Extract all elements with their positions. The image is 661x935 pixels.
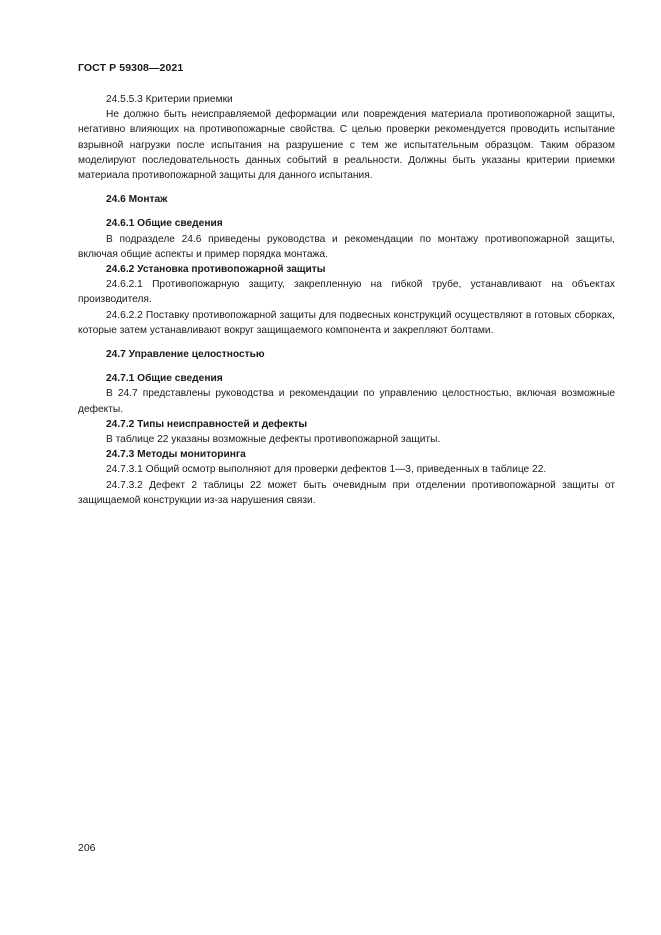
subsection-24-7-1-heading: 24.7.1 Общие сведения	[106, 373, 223, 385]
clause-24-6-2-2-text: 24.6.2.2 Поставку противопожарной защиты для подвесных конструкций осуществляют в готовых сборках, которые затем устанавливают вокруг защищаемого компонента и закрепляют болтами.	[78, 309, 615, 336]
spacer	[78, 183, 615, 192]
subsection-24-7-1-text: В 24.7 представлены руководства и рекомендации по управлению целостностью, включая возможные дефекты.	[78, 388, 615, 415]
subsection-24-6-1-text: В подразделе 24.6 приведены руководства и рекомендации по монтажу противопожарной защиты, включая общие аспекты и пример порядка монтажа.	[78, 233, 615, 260]
section-24-7-heading: 24.7 Управление целостностью	[106, 349, 265, 361]
subsection-24-7-2-heading: 24.7.2 Типы неисправностей и дефекты	[106, 418, 308, 430]
subsection-24-7-3-heading: 24.7.3 Методы мониторинга	[106, 449, 246, 461]
clause-24-5-5-3-text: Не должно быть неисправляемой деформации или повреждения материала противопожарной защиты, негативно влияющих на противопожарные свойства. С целью проверки рекомендуется проводить испытание взрывной нагрузки после испытания на разрушение с тем же испытательным образцом. Таким образом моделируют последовательность данных событий в реальности. Должны быть указаны критерии приемки материала противопожарной защиты для данного испытания.	[78, 109, 615, 182]
spacer	[78, 207, 615, 216]
clause-24-6-2-1-text: 24.6.2.1 Противопожарную защиту, закрепленную на гибкой трубе, устанавливают на объектах производителя.	[78, 279, 615, 306]
document-body	[78, 92, 615, 508]
spacer	[78, 362, 615, 371]
section-24-6-heading: 24.6 Монтаж	[106, 194, 168, 206]
subsection-24-6-2-heading: 24.6.2 Установка противопожарной защиты	[106, 264, 326, 276]
document-standard-id: ГОСТ Р 59308—2021	[78, 62, 184, 74]
clause-24-5-5-3-title: 24.5.5.3 Критерии приемки	[106, 94, 233, 105]
subsection-24-6-1-heading: 24.6.1 Общие сведения	[106, 218, 223, 230]
clause-24-7-3-2-text: 24.7.3.2 Дефект 2 таблицы 22 может быть очевидным при отделении противопожарной защиты от защищаемой конструкции из-за нарушения связи.	[78, 479, 615, 506]
spacer	[78, 338, 615, 347]
clause-24-7-3-1-text: 24.7.3.1 Общий осмотр выполняют для проверки дефектов 1—3, приведенных в таблице 22.	[106, 464, 547, 476]
subsection-24-7-2-text: В таблице 22 указаны возможные дефекты противопожарной защиты.	[106, 434, 441, 446]
page-number: 206	[78, 842, 96, 854]
